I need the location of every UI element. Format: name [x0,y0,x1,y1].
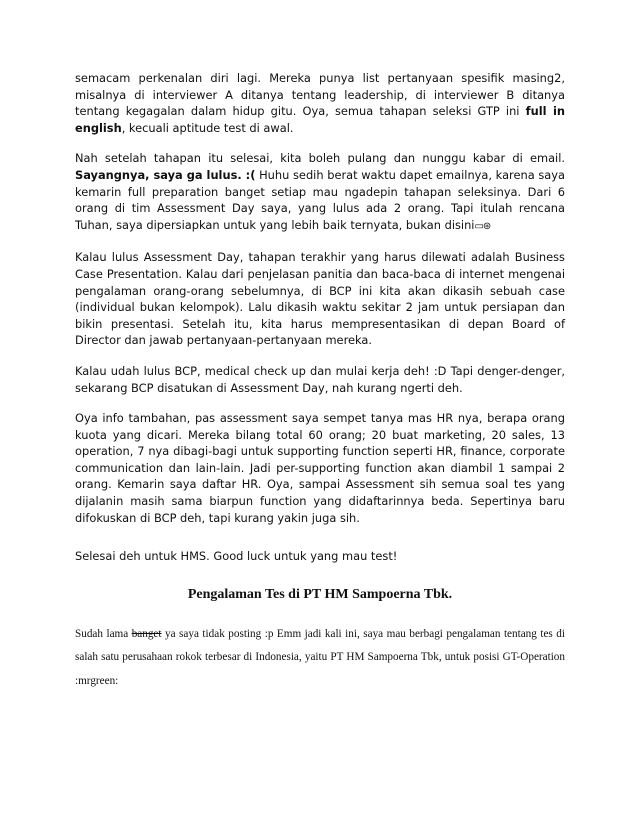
paragraph-quota-info: Oya info tambahan, pas assessment saya sempet tanya mas HR nya, berapa orang kuota yang dicari. Mereka bilang total 60 orang; 20 buat marketing, 20 sales, 13 operation, 7 nya dibagi-bagi untuk supporting function seperti HR, finance, corporate communication dan lain-lain. Jadi per-supporting function akan diambil 1 sampai 2 orang. Kemarin saya daftar HR. Oya, sampai Assessment sih semua soal tes yang dijalanin masih sama biarpun function yang didaftarinnya beda. Sepertinya baru difokuskan di BCP deh, tapi kurang yakin juga sih. [75,411,565,525]
strikethrough-text: banget [131,627,162,640]
paragraph-interview-questions: semacam perkenalan diri lagi. Mereka punya list pertanyaan spesifik masing2, misalnya di interviewer A ditanya tentang leadership, di interviewer B ditanya tentang kegagalan dalam hidup gitu. Oya, semua tahapan seleksi GTP ini full in english, kecuali aptitude test di awal. [75,71,566,135]
paragraph-medical-check: Kalau udah lulus BCP, medical check up dan mulai kerja deh! :D Tapi denger-denger, sekarang BCP disatukan di Assessment Day, nah kurang ngerti deh. [75,363,565,395]
emoticon-icon: ▭⊛ [474,220,491,232]
paragraph-closing: Selesai deh untuk HMS. Good luck untuk yang mau test! [75,549,398,564]
document-body [75,70,565,693]
emphasis-full-in-english: full in english [75,104,566,135]
paragraph-business-case: Kalau lulus Assessment Day, tahapan terakhir yang harus dilewati adalah Business Case Presentation. Kalau dari penjelasan panitia dan baca-baca di internet mengenai pengalaman orang-orang sebelumnya, di BCP ini kita akan dikasih sebuah case (individual bukan kelompok). Lalu dikasih waktu sekitar 2 jam untuk persiapan dan bikin presentasi. Setelah itu, kita harus mempresentasikan di depan Board of Director dan jawab pertanyaan-pertanyaan mereka. [75,250,565,348]
section-heading: Pengalaman Tes di PT HM Sampoerna Tbk. [187,586,453,602]
emphasis-not-passed: Sayangnya, saya ga lulus. :( [75,167,256,182]
paragraph-intro-sampoerna: Sudah lama banget ya saya tidak posting :p Emm jadi kali ini, saya mau berbagi pengalaman tentang tes di salah satu perusahaan rokok terbesar di Indonesia, yaitu PT HM Sampoerna Tbk, untuk posisi GT-Operation :mrgreen: [75,627,565,687]
paragraph-result: Nah setelah tahapan itu selesai, kita boleh pulang dan nunggu kabar di email. Sayangnya, saya ga lulus. :( Huhu sedih berat waktu dapet emailnya, karena saya kemarin full preparation banget setiap mau ngadepin tahapan seleksinya. Dari 6 orang di tim Assessment Day saya, yang lulus ada 2 orang. Tapi itulah rencana Tuhan, saya dipersiapkan untuk yang lebih baik ternyata, bukan disini▭⊛ [75,151,565,232]
